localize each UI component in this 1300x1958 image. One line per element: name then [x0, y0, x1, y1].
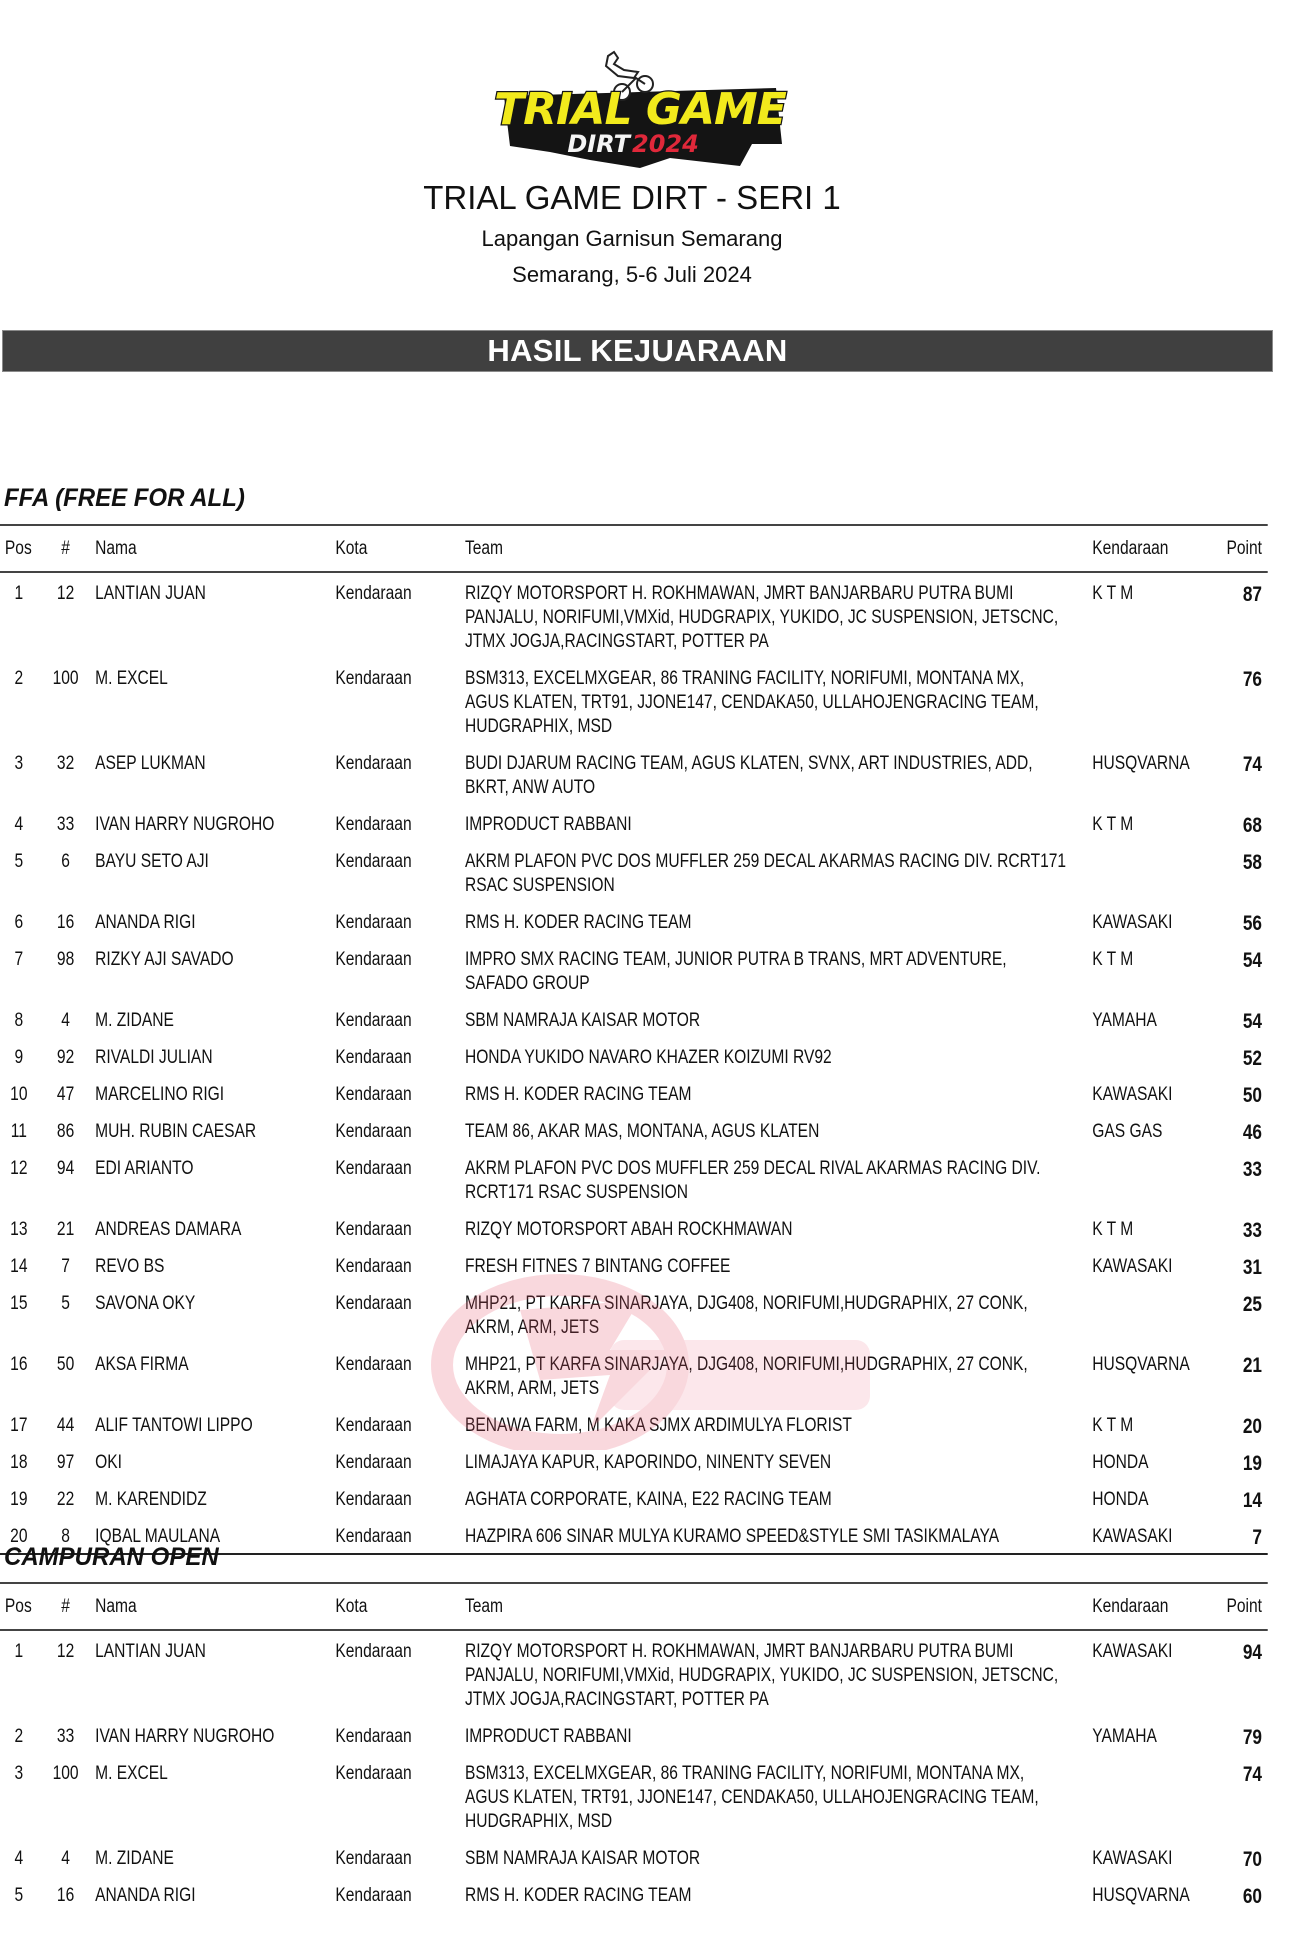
header-city: Kota: [335, 1596, 368, 1617]
row-rider-number: 86: [56, 1121, 75, 1142]
row-rider-name: ANANDA RIGI: [95, 912, 196, 933]
row-team: SBM NAMRAJA KAISAR MOTOR: [464, 1010, 701, 1031]
row-position: 13: [10, 1219, 28, 1240]
row-team: RIZQY MOTORSPORT H. ROKHMAWAN, JMRT BANJARBARU PUTRA BUMI PANJALU, NORIFUMI,VMXid, HUDGRAPIX, YUKIDO, JC SUSPENSION, JETSCNC, JTMX JOGJA,RACINGSTART, POTTER PA: [464, 583, 1059, 652]
row-city: Kendaraan: [335, 814, 412, 835]
row-team: BENAWA FARM, M KAKA SJMX ARDIMULYA FLORIST: [464, 1415, 852, 1436]
row-vehicle: HUSQVARNA: [1092, 1885, 1190, 1906]
row-points: 60: [1242, 1885, 1262, 1908]
row-position: 16: [10, 1354, 28, 1375]
row-team: BSM313, EXCELMXGEAR, 86 TRANING FACILITY, NORIFUMI, MONTANA MX, AGUS KLATEN, TRT91, JJONE147, CENDAKA50, ULLAHOJENGRACING TEAM, HUDGRAPHIX, MSD: [464, 668, 1039, 737]
results-table-ffa: [0, 524, 1268, 1555]
row-city: Kendaraan: [335, 1354, 412, 1375]
row-city: Kendaraan: [335, 949, 412, 970]
row-vehicle: K T M: [1092, 583, 1134, 604]
table-row: [0, 743, 1268, 804]
row-position: 1: [14, 1641, 24, 1662]
header-vehicle: Kendaraan: [1092, 538, 1169, 559]
row-team: SBM NAMRAJA KAISAR MOTOR: [464, 1848, 701, 1869]
row-team: RIZQY MOTORSPORT H. ROKHMAWAN, JMRT BANJARBARU PUTRA BUMI PANJALU, NORIFUMI,VMXid, HUDGRAPIX, YUKIDO, JC SUSPENSION, JETSCNC, JTMX JOGJA,RACINGSTART, POTTER PA: [464, 1641, 1059, 1710]
row-city: Kendaraan: [335, 1256, 412, 1277]
row-rider-name: IVAN HARRY NUGROHO: [95, 814, 275, 835]
row-position: 4: [14, 1848, 24, 1869]
table-header: [0, 524, 1268, 573]
header-number: #: [61, 538, 70, 559]
header-team: Team: [464, 538, 504, 559]
table-row: [0, 1875, 1268, 1912]
table-row: [0, 1479, 1268, 1516]
row-vehicle: YAMAHA: [1092, 1010, 1157, 1031]
row-rider-number: 22: [56, 1489, 75, 1510]
row-vehicle: HUSQVARNA: [1092, 753, 1190, 774]
table-row: [0, 1838, 1268, 1875]
row-points: 21: [1242, 1354, 1262, 1377]
row-position: 11: [10, 1121, 27, 1142]
row-city: Kendaraan: [335, 912, 412, 933]
row-city: Kendaraan: [335, 1641, 412, 1662]
table-row: [0, 804, 1268, 841]
event-logo: [490, 48, 790, 170]
row-team: BUDI DJARUM RACING TEAM, AGUS KLATEN, SVNX, ART INDUSTRIES, ADD, BKRT, ANW AUTO: [464, 753, 1033, 798]
row-team: AKRM PLAFON PVC DOS MUFFLER 259 DECAL AKARMAS RACING DIV. RCRT171 RSAC SUSPENSION: [464, 851, 1067, 896]
row-rider-number: 100: [52, 668, 79, 689]
row-position: 1: [14, 583, 24, 604]
table-row: [0, 1344, 1268, 1405]
row-city: Kendaraan: [335, 1848, 412, 1869]
table-row: [0, 1631, 1268, 1716]
row-vehicle: KAWASAKI: [1092, 912, 1173, 933]
table-row: [0, 1716, 1268, 1753]
row-rider-name: IVAN HARRY NUGROHO: [95, 1726, 275, 1747]
row-rider-name: REVO BS: [95, 1256, 165, 1277]
row-city: Kendaraan: [335, 1293, 412, 1314]
row-city: Kendaraan: [335, 1489, 412, 1510]
row-position: 7: [14, 949, 24, 970]
row-position: 19: [10, 1489, 28, 1510]
row-position: 20: [10, 1526, 28, 1547]
row-vehicle: GAS GAS: [1092, 1121, 1163, 1142]
row-points: 70: [1242, 1848, 1262, 1871]
row-city: Kendaraan: [335, 668, 412, 689]
row-points: 14: [1242, 1489, 1262, 1512]
row-rider-name: ANDREAS DAMARA: [95, 1219, 242, 1240]
header-point: Point: [1226, 538, 1262, 559]
row-position: 12: [10, 1158, 28, 1179]
row-points: 7: [1252, 1526, 1262, 1549]
header-pos: Pos: [4, 1596, 32, 1617]
row-vehicle: K T M: [1092, 1219, 1134, 1240]
row-rider-name: M. EXCEL: [95, 1763, 168, 1784]
row-city: Kendaraan: [335, 1158, 412, 1179]
row-city: Kendaraan: [335, 1526, 412, 1547]
header-point: Point: [1226, 1596, 1262, 1617]
row-position: 2: [14, 668, 24, 689]
row-points: 31: [1242, 1256, 1262, 1279]
row-rider-name: LANTIAN JUAN: [95, 1641, 206, 1662]
row-vehicle: HONDA: [1092, 1452, 1149, 1473]
row-position: 6: [14, 912, 24, 933]
table-row: [0, 1037, 1268, 1074]
row-points: 76: [1242, 668, 1262, 691]
results-table-campuran-open: [0, 1582, 1268, 1912]
row-rider-number: 94: [56, 1158, 75, 1179]
row-rider-number: 7: [61, 1256, 70, 1277]
row-rider-number: 12: [56, 583, 75, 604]
row-position: 3: [14, 753, 24, 774]
row-rider-name: BAYU SETO AJI: [95, 851, 209, 872]
table-row: [0, 1283, 1268, 1344]
results-banner-text: HASIL KEJUARAAN: [487, 333, 788, 368]
table-row: [0, 573, 1268, 658]
row-rider-name: OKI: [95, 1452, 122, 1473]
section-title-campuran-open: CAMPURAN OPEN: [4, 1543, 219, 1571]
row-team: BSM313, EXCELMXGEAR, 86 TRANING FACILITY, NORIFUMI, MONTANA MX, AGUS KLATEN, TRT91, JJONE147, CENDAKA50, ULLAHOJENGRACING TEAM, HUDGRAPHIX, MSD: [464, 1763, 1039, 1832]
row-rider-name: RIZKY AJI SAVADO: [95, 949, 234, 970]
row-team: LIMAJAYA KAPUR, KAPORINDO, NINENTY SEVEN: [464, 1452, 832, 1473]
row-position: 14: [10, 1256, 28, 1277]
row-city: Kendaraan: [335, 1726, 412, 1747]
row-city: Kendaraan: [335, 851, 412, 872]
row-city: Kendaraan: [335, 1885, 412, 1906]
row-vehicle: KAWASAKI: [1092, 1848, 1173, 1869]
row-team: IMPRODUCT RABBANI: [464, 814, 632, 835]
logo-year-text: 2024: [632, 130, 699, 158]
row-points: 74: [1242, 753, 1262, 776]
row-rider-number: 5: [61, 1293, 70, 1314]
row-team: HAZPIRA 606 SINAR MULYA KURAMO SPEED&STYLE SMI TASIKMALAYA: [464, 1526, 1000, 1547]
header-name: Nama: [95, 538, 137, 559]
row-position: 4: [14, 814, 24, 835]
row-rider-number: 100: [52, 1763, 79, 1784]
row-points: 74: [1242, 1763, 1262, 1786]
table-row: [0, 939, 1268, 1000]
row-rider-number: 50: [56, 1354, 75, 1375]
row-rider-number: 6: [61, 851, 70, 872]
row-points: 58: [1242, 851, 1262, 874]
logo-dirt-text: DIRT: [567, 130, 630, 158]
row-city: Kendaraan: [335, 1415, 412, 1436]
row-points: 54: [1242, 1010, 1262, 1033]
row-team: AGHATA CORPORATE, KAINA, E22 RACING TEAM: [464, 1489, 832, 1510]
row-vehicle: KAWASAKI: [1092, 1084, 1173, 1105]
section-title-ffa: FFA (FREE FOR ALL): [4, 484, 245, 512]
row-points: 46: [1242, 1121, 1262, 1144]
row-team: RMS H. KODER RACING TEAM: [464, 1885, 692, 1906]
row-team: RMS H. KODER RACING TEAM: [464, 1084, 692, 1105]
row-city: Kendaraan: [335, 1219, 412, 1240]
row-team: IMPRODUCT RABBANI: [464, 1726, 632, 1747]
row-team: RIZQY MOTORSPORT ABAH ROCKHMAWAN: [464, 1219, 793, 1240]
table-row: [0, 1209, 1268, 1246]
row-city: Kendaraan: [335, 1047, 412, 1068]
row-position: 9: [14, 1047, 24, 1068]
row-points: 52: [1242, 1047, 1262, 1070]
row-rider-number: 4: [61, 1010, 70, 1031]
row-points: 68: [1242, 814, 1262, 837]
row-rider-number: 8: [61, 1526, 70, 1547]
row-points: 87: [1242, 583, 1262, 606]
row-rider-name: ASEP LUKMAN: [95, 753, 206, 774]
row-vehicle: KAWASAKI: [1092, 1641, 1173, 1662]
row-rider-name: MUH. RUBIN CAESAR: [95, 1121, 257, 1142]
row-points: 50: [1242, 1084, 1262, 1107]
row-city: Kendaraan: [335, 1121, 412, 1142]
table-row: [0, 658, 1268, 743]
row-team: RMS H. KODER RACING TEAM: [464, 912, 692, 933]
header-city: Kota: [335, 538, 368, 559]
row-vehicle: KAWASAKI: [1092, 1526, 1173, 1547]
row-rider-number: 16: [56, 912, 75, 933]
table-row: [0, 841, 1268, 902]
header-name: Nama: [95, 1596, 137, 1617]
row-city: Kendaraan: [335, 1084, 412, 1105]
row-team: TEAM 86, AKAR MAS, MONTANA, AGUS KLATEN: [464, 1121, 820, 1142]
table-body: [0, 573, 1268, 1553]
row-rider-name: M. ZIDANE: [95, 1010, 174, 1031]
row-rider-name: SAVONA OKY: [95, 1293, 196, 1314]
row-position: 15: [10, 1293, 28, 1314]
row-position: 8: [14, 1010, 24, 1031]
row-points: 56: [1242, 912, 1262, 935]
header-number: #: [61, 1596, 70, 1617]
row-vehicle: YAMAHA: [1092, 1726, 1157, 1747]
row-position: 5: [14, 851, 24, 872]
row-team: AKRM PLAFON PVC DOS MUFFLER 259 DECAL RIVAL AKARMAS RACING DIV. RCRT171 RSAC SUSPENSION: [464, 1158, 1041, 1203]
row-rider-number: 98: [56, 949, 75, 970]
table-row: [0, 902, 1268, 939]
row-team: FRESH FITNES 7 BINTANG COFFEE: [464, 1256, 731, 1277]
row-team: MHP21, PT KARFA SINARJAYA, DJG408, NORIFUMI,HUDGRAPHIX, 27 CONK, AKRM, ARM, JETS: [464, 1293, 1028, 1338]
row-vehicle: HONDA: [1092, 1489, 1149, 1510]
row-points: 79: [1242, 1726, 1262, 1749]
row-rider-number: 33: [56, 1726, 75, 1747]
table-row: [0, 1442, 1268, 1479]
header-vehicle: Kendaraan: [1092, 1596, 1169, 1617]
row-rider-name: EDI ARIANTO: [95, 1158, 194, 1179]
row-vehicle: K T M: [1092, 949, 1134, 970]
table-header: [0, 1582, 1268, 1631]
row-rider-name: M. ZIDANE: [95, 1848, 174, 1869]
logo-title-text: TRIAL GAME: [494, 84, 786, 135]
row-rider-number: 21: [56, 1219, 75, 1240]
document-title: TRIAL GAME DIRT - SERI 1: [423, 179, 841, 216]
trial-game-dirt-logo: [490, 48, 790, 170]
table-row: [0, 1405, 1268, 1442]
row-vehicle: HUSQVARNA: [1092, 1354, 1190, 1375]
row-rider-name: RIVALDI JULIAN: [95, 1047, 213, 1068]
row-team: HONDA YUKIDO NAVARO KHAZER KOIZUMI RV92: [464, 1047, 832, 1068]
row-rider-number: 47: [56, 1084, 75, 1105]
row-position: 18: [10, 1452, 28, 1473]
row-position: 10: [10, 1084, 28, 1105]
table-row: [0, 1074, 1268, 1111]
row-team: IMPRO SMX RACING TEAM, JUNIOR PUTRA B TRANS, MRT ADVENTURE, SAFADO GROUP: [464, 949, 1007, 994]
row-rider-number: 12: [56, 1641, 75, 1662]
row-city: Kendaraan: [335, 1763, 412, 1784]
row-points: 19: [1242, 1452, 1262, 1475]
results-banner: [3, 331, 1272, 371]
row-team: MHP21, PT KARFA SINARJAYA, DJG408, NORIFUMI,HUDGRAPHIX, 27 CONK, AKRM, ARM, JETS: [464, 1354, 1028, 1399]
row-points: 94: [1242, 1641, 1262, 1664]
table-row: [0, 1246, 1268, 1283]
row-rider-number: 4: [61, 1848, 70, 1869]
row-rider-name: ALIF TANTOWI LIPPO: [95, 1415, 253, 1436]
row-city: Kendaraan: [335, 753, 412, 774]
table-row: [0, 1753, 1268, 1838]
row-rider-name: LANTIAN JUAN: [95, 583, 206, 604]
row-rider-number: 92: [56, 1047, 75, 1068]
row-rider-name: M. KARENDIDZ: [95, 1489, 207, 1510]
row-rider-number: 16: [56, 1885, 75, 1906]
venue-text: Lapangan Garnisun Semarang: [481, 226, 783, 251]
event-date: Semarang, 5-6 Juli 2024: [512, 262, 752, 287]
row-vehicle: K T M: [1092, 814, 1134, 835]
row-rider-number: 44: [56, 1415, 75, 1436]
header-pos: Pos: [4, 538, 32, 559]
row-position: 3: [14, 1763, 24, 1784]
row-points: 33: [1242, 1158, 1262, 1181]
table-row: [0, 1000, 1268, 1037]
row-rider-number: 97: [56, 1452, 75, 1473]
row-city: Kendaraan: [335, 583, 412, 604]
row-city: Kendaraan: [335, 1452, 412, 1473]
row-position: 5: [14, 1885, 24, 1906]
row-rider-number: 32: [56, 753, 75, 774]
row-rider-name: IQBAL MAULANA: [95, 1526, 221, 1547]
row-city: Kendaraan: [335, 1010, 412, 1031]
row-rider-number: 33: [56, 814, 75, 835]
row-points: 54: [1242, 949, 1262, 972]
row-rider-name: AKSA FIRMA: [95, 1354, 189, 1375]
table-row: [0, 1148, 1268, 1209]
row-position: 17: [10, 1415, 28, 1436]
row-rider-name: MARCELINO RIGI: [95, 1084, 225, 1105]
row-rider-name: ANANDA RIGI: [95, 1885, 196, 1906]
row-points: 20: [1242, 1415, 1262, 1438]
table-body: [0, 1631, 1268, 1912]
header-team: Team: [464, 1596, 504, 1617]
row-vehicle: KAWASAKI: [1092, 1256, 1173, 1277]
row-points: 33: [1242, 1219, 1262, 1242]
row-rider-name: M. EXCEL: [95, 668, 168, 689]
row-position: 2: [14, 1726, 24, 1747]
table-row: [0, 1111, 1268, 1148]
row-vehicle: K T M: [1092, 1415, 1134, 1436]
row-points: 25: [1242, 1293, 1262, 1316]
